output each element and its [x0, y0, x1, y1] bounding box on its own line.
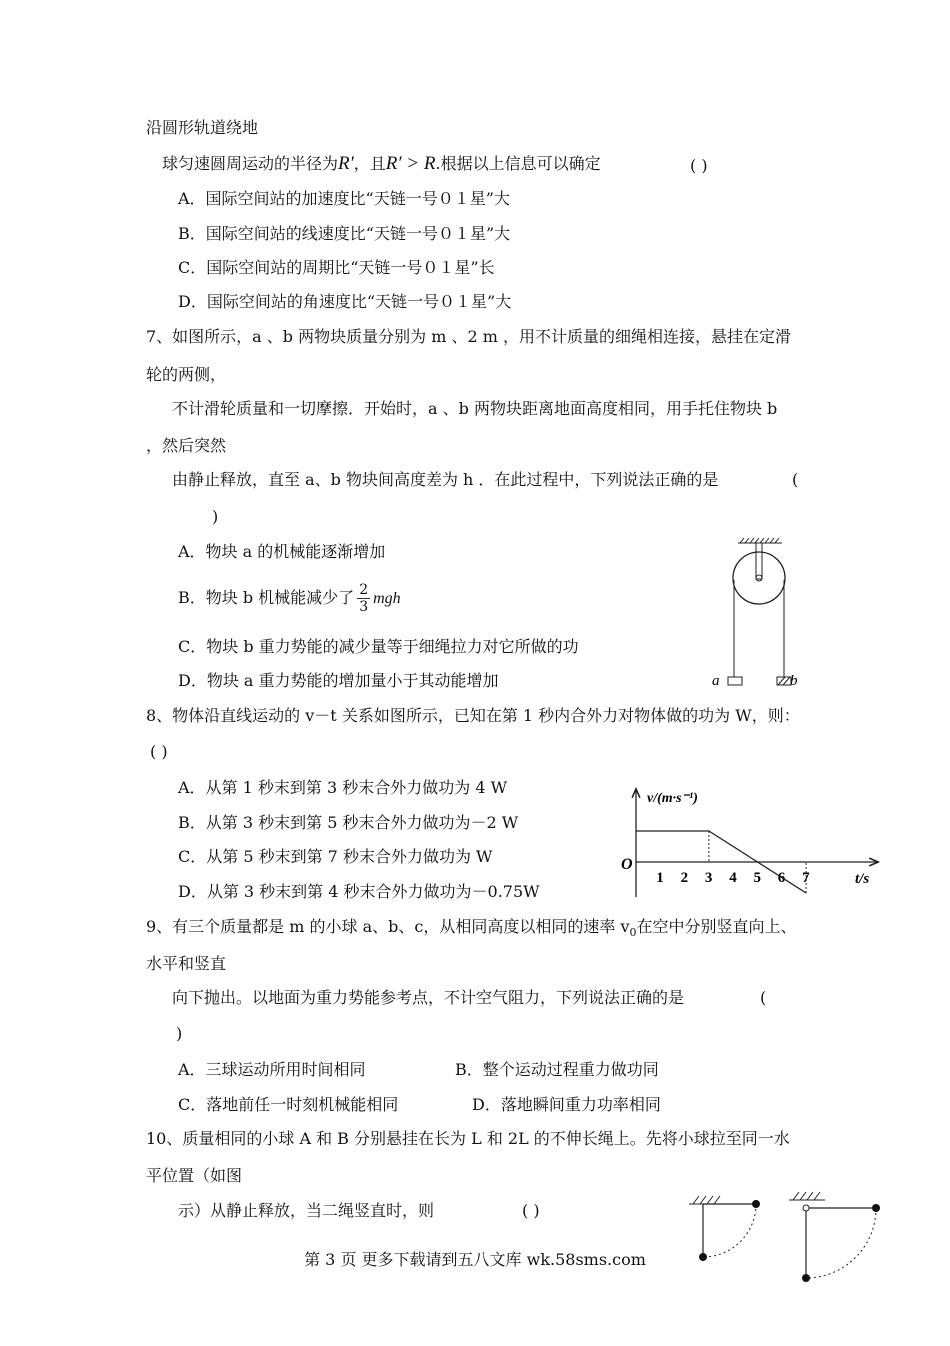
q7-option-c: C．物块 b 重力势能的减少量等于细绳拉力对它所做的功: [178, 637, 579, 656]
q9-option-b: B．整个运动过程重力做功同: [455, 1060, 659, 1079]
q6-option-b: B．国际空间站的线速度比“天链一号０１星”大: [178, 224, 511, 243]
q7-option-b: [178, 578, 401, 619]
r-prime-symbol: R′: [338, 153, 354, 174]
x-tick-label: 7: [802, 870, 810, 886]
q9-option-a: A．三球运动所用时间相同: [178, 1060, 366, 1079]
pulley-figure: [700, 535, 810, 695]
x-tick-label: 5: [753, 870, 761, 886]
q6-option-d: D．国际空间站的角速度比“天链一号０１星”大: [178, 292, 512, 311]
q7-option-a: A．物块 a 的机械能逐渐增加: [178, 542, 386, 561]
q8-line1: 8、物体沿直线运动的 v－t 关系如图所示，已知在第 1 秒内合外力对物体做的功为 W，则：: [146, 706, 800, 725]
q10-line2: 平位置（如图: [146, 1166, 243, 1185]
q6-line2-c: .根据以上信息可以确定: [435, 154, 601, 173]
block-b-label: b: [790, 673, 798, 689]
y-axis-label: v/(m·s⁻¹): [647, 791, 698, 806]
q9-line1: [146, 917, 797, 943]
x-tick-label: 4: [729, 870, 737, 886]
q9-line2: 水平和竖直: [146, 954, 227, 973]
q10-line3: 示）从静止释放，当二绳竖直时，则: [178, 1201, 435, 1220]
q9-line3: 向下抛出。以地面为重力势能参考点，不计空气阻力，下列说法正确的是: [172, 988, 685, 1007]
q8-option-d: D．从第 3 秒末到第 4 秒末合外力做功为－0.75W: [178, 882, 540, 901]
q8-option-a: A．从第 1 秒末到第 3 秒末合外力做功为 4 W: [178, 778, 508, 797]
q7-bracket-close: ): [212, 507, 219, 526]
q7-line5: 由静止释放，直至 a、b 物块间高度差为 h ．在此过程中，下列说法正确的是: [172, 470, 719, 489]
q8-bracket: ( ): [150, 742, 168, 761]
x-tick-label: 3: [704, 870, 713, 886]
q6-line2-b: ，且: [353, 154, 386, 173]
q6-option-c: C．国际空间站的周期比“天链一号０１星”长: [178, 258, 495, 277]
q7-line2: 轮的两侧，: [146, 365, 227, 384]
q9-line1-b: 在空中分别竖直向上、: [636, 917, 797, 936]
q9-bracket-close: ): [176, 1024, 183, 1043]
q9-line1-a: 9、有三个质量都是 m 的小球 a、b、c，从相同高度以相同的速率 v: [146, 917, 630, 936]
ceiling-hatch: [738, 538, 782, 543]
x-axis-label: t/s: [855, 871, 870, 887]
x-tick-label: 1: [656, 870, 664, 886]
q6-line2: [162, 154, 601, 174]
ball-a-start: [752, 1200, 760, 1208]
two-thirds-fraction: $\frac{2}{3}$: [359, 582, 369, 615]
q6-line2-a: 球匀速圆周运动的半径为: [162, 154, 339, 173]
q8-option-b: B．从第 3 秒末到第 5 秒末合外力做功为－2 W: [178, 813, 519, 832]
v0-subscript: 0: [629, 926, 637, 940]
q7-line4: ，然后突然: [146, 436, 227, 455]
block-a-label: a: [712, 673, 720, 689]
pulley-axle-rod: [756, 543, 762, 579]
q10-bracket: ( ): [522, 1201, 540, 1220]
ball-b-end: [802, 1274, 810, 1282]
ball-b-start: [872, 1204, 880, 1212]
x-tick-label: 2: [680, 870, 689, 886]
q7-option-b-text: B．物块 b 机械能减少了: [178, 588, 355, 607]
q9-bracket-open: (: [760, 988, 767, 1007]
mgh-formula: mgh: [373, 590, 401, 607]
q6-line1: 沿圆形轨道绕地: [146, 118, 259, 137]
q6-answer-bracket: ( ): [690, 156, 708, 175]
q8-option-c: C．从第 5 秒末到第 7 秒末合外力做功为 W: [178, 847, 493, 866]
page-footer: 第 3 页 更多下载请到五八文库 wk.58sms.com: [304, 1250, 646, 1269]
q7-line3: 不计滑轮质量和一切摩擦．开始时，a 、b 两物块距离地面高度相同，用手托住物块 b: [172, 399, 778, 418]
block-a: [728, 677, 742, 685]
block-b: [777, 677, 791, 685]
vt-chart: [615, 780, 895, 905]
inequality-formula: R′ > R: [385, 153, 436, 174]
origin-label: O: [621, 856, 633, 873]
q10-line1: 10、质量相同的小球 A 和 B 分别悬挂在长为 L 和 2L 的不伸长绳上。先将小球拉至同一水: [146, 1129, 790, 1148]
q7-line1: 7、如图所示，a 、b 两物块质量分别为 m 、2 m ，用不计质量的细绳相连接，悬挂在定滑: [146, 327, 792, 346]
x-tick-label: 6: [777, 870, 786, 886]
q9-option-c: C．落地前任一时刻机械能相同: [178, 1095, 399, 1114]
q9-option-d: D．落地瞬间重力功率相同: [472, 1095, 661, 1114]
pendulum-figure: [685, 1190, 895, 1290]
q7-bracket-open: (: [792, 470, 799, 489]
q7-option-d: D．物块 a 重力势能的增加量小于其动能增加: [178, 671, 499, 690]
q6-option-a: A．国际空间站的加速度比“天链一号０１星”大: [178, 189, 510, 208]
